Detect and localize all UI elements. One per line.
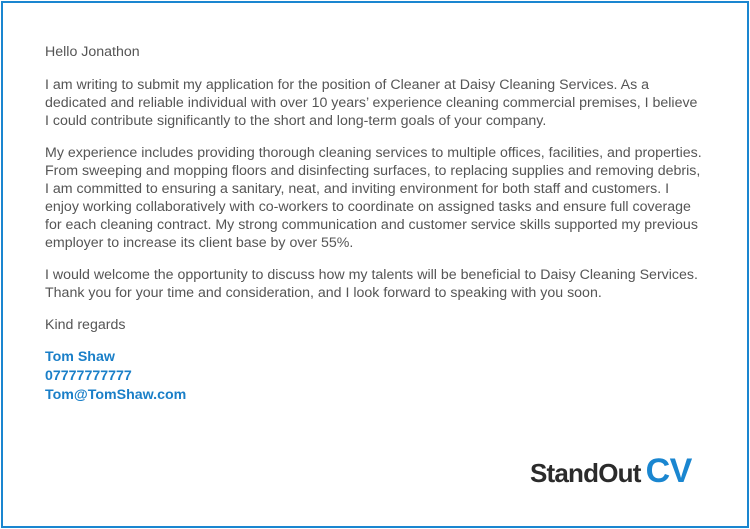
signature-email: Tom@TomShaw.com	[45, 387, 187, 403]
paragraph-intro: I am writing to submit my application for the position of Cleaner at Daisy Cleaning Services. As a dedicated and reliable individual with over 10 years’ experience cleaning commercial premises, I believe I could contribute significantly to the short and long-term goals of your company.	[45, 77, 698, 129]
cover-letter	[45, 43, 705, 405]
paragraph-experience: My experience includes providing thorough cleaning services to multiple offices, facilities, and properties. From sweeping and mopping floors and disinfecting surfaces, to replacing supplies and removing debris, I am committed to ensuring a sanitary, neat, and inviting environment for both staff and customers. I enjoy working collaboratively with co-workers to coordinate on assigned tasks and ensure full coverage for each cleaning contract. My strong communication and customer service skills supported my previous employer to increase its client base by over 55%.	[45, 145, 702, 251]
greeting: Hello Jonathon	[45, 44, 140, 60]
closing-phrase: Kind regards	[45, 317, 126, 333]
signature-phone: 07777777777	[45, 368, 132, 384]
paragraph-closing: I would welcome the opportunity to discuss how my talents will be beneficial to Daisy Cleaning Services. Thank you for your time and consideration, and I look forward to speaking with you soon.	[45, 267, 698, 301]
signature-block	[45, 348, 705, 405]
standout-cv-logo	[530, 448, 692, 488]
logo-main-text: StandOut	[530, 458, 641, 488]
logo-cv-text: CV	[645, 452, 692, 490]
signature-name: Tom Shaw	[45, 349, 115, 365]
